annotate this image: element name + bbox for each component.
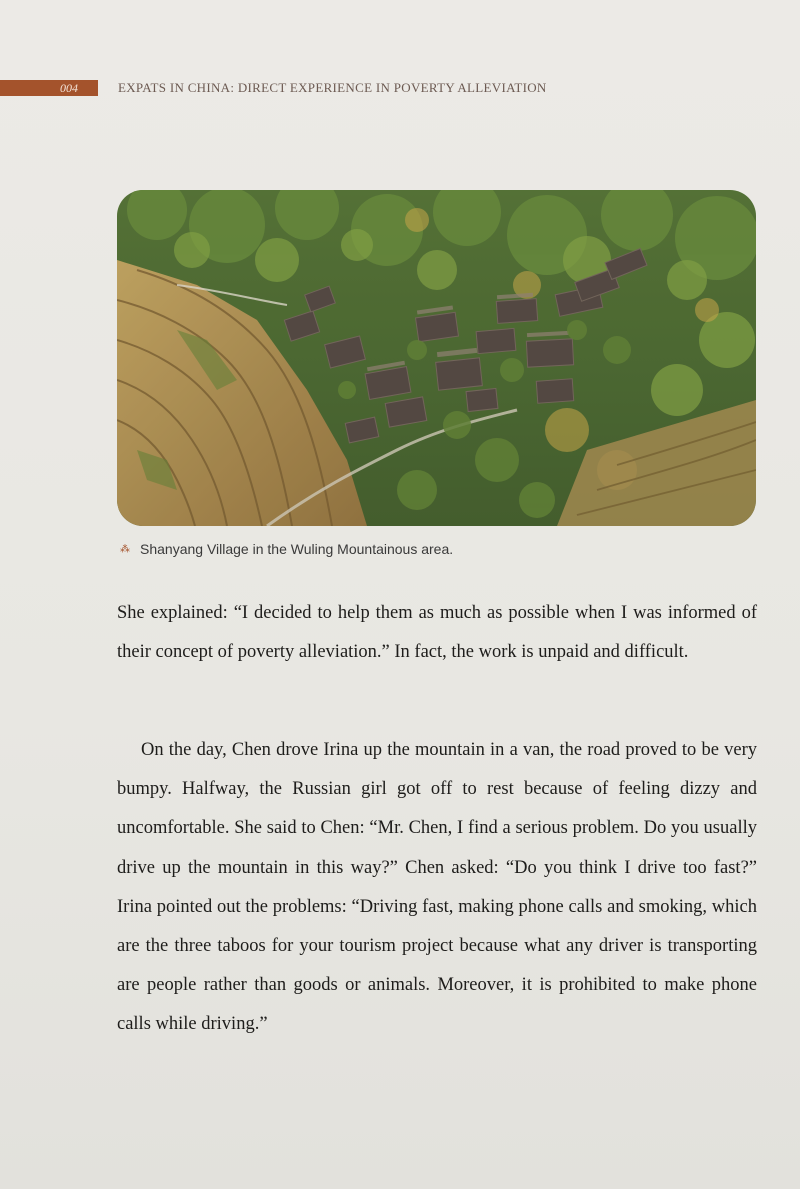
caption-text: Shanyang Village in the Wuling Mountainous area. bbox=[140, 541, 454, 557]
paragraph-2: On the day, Chen drove Irina up the mountain in a van, the road proved to be very bumpy. Halfway, the Russian girl got off to rest because of feeling dizzy and uncomfortable. She said to Chen: “Mr. Chen, I find a serious problem. Do you usually drive up the mountain in this way?” Chen asked: “Do you think I drive too fast?” Irina pointed out the problems: “Driving fast, making phone calls and smoking, which are the three taboos for your tourism project because what any driver is transporting are people rather than goods or animals. Moreover, it is prohibited to make phone calls while driving.” bbox=[117, 740, 757, 1035]
page-number: 004 bbox=[60, 80, 78, 95]
running-title: EXPATS IN CHINA: DIRECT EXPERIENCE IN POVERTY ALLEVIATION bbox=[118, 80, 547, 95]
paragraph-1: She explained: “I decided to help them as much as possible when I was informed of their concept of poverty alleviation.” In fact, the work is unpaid and difficult. bbox=[117, 603, 757, 663]
photo-caption bbox=[120, 541, 453, 557]
caption-marker-icon: ⁂ bbox=[120, 543, 130, 555]
aerial-village-image bbox=[117, 190, 756, 526]
page-number-bar bbox=[0, 80, 98, 96]
village-photo bbox=[117, 190, 756, 526]
